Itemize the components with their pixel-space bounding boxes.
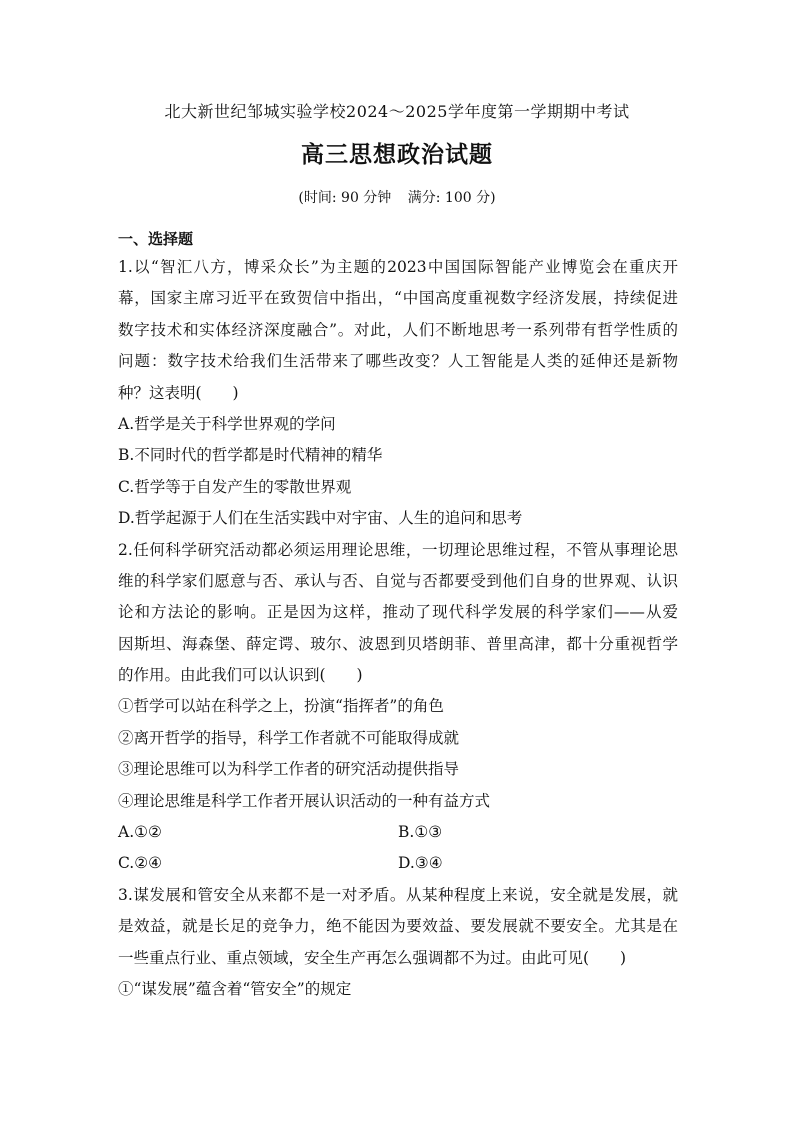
question-2-statement-3: ③理论思维可以为科学工作者的研究活动提供指导 bbox=[118, 760, 460, 779]
question-1-line: 种？这表明( ) bbox=[118, 383, 239, 402]
question-2-options-row-2 bbox=[118, 848, 678, 879]
question-2-line: 2.任何科学研究活动都必须运用理论思维，一切理论思维过程，不管从事理论思 bbox=[118, 540, 678, 559]
question-1-option-c: C.哲学等于自发产生的零散世界观 bbox=[118, 477, 352, 496]
question-2-option-b: B.①③ bbox=[398, 823, 443, 842]
school-exam-header: 北大新世纪邹城实验学校2024～2025学年度第一学期期中考试 bbox=[164, 102, 630, 121]
question-1-line: 数字技术和实体经济深度融合”。对此，人们不断地思考一系列带有哲学性质的 bbox=[118, 320, 678, 339]
exam-title: 高三思想政治试题 bbox=[301, 141, 493, 168]
exam-time: (时间: 90 分钟 bbox=[298, 190, 392, 206]
question-3-line: 一些重点行业、重点领域，安全生产再怎么强调都不为过。由此可见( ) bbox=[118, 948, 627, 967]
exam-score: 满分: 100 分) bbox=[407, 190, 496, 206]
section-heading: 一、选择题 bbox=[118, 230, 194, 248]
question-2-line: 因斯坦、海森堡、薛定谔、玻尔、波恩到贝塔朗菲、普里高津，都十分重视哲学 bbox=[118, 634, 678, 653]
question-2-option-c: C.②④ bbox=[118, 854, 163, 873]
question-1-option-b: B.不同时代的哲学都是时代精神的精华 bbox=[118, 446, 383, 465]
question-2-statement-1: ①哲学可以站在科学之上，扮演“指挥者”的角色 bbox=[118, 697, 444, 716]
question-1-line: 幕，国家主席习近平在致贺信中指出，“中国高度重视数字经济发展，持续促进 bbox=[118, 289, 678, 308]
question-2-line: 的作用。由此我们可以认识到( ) bbox=[118, 666, 363, 685]
question-2-statement-2: ②离开哲学的指导，科学工作者就不可能取得成就 bbox=[118, 728, 460, 747]
question-1-option-a: A.哲学是关于科学世界观的学问 bbox=[118, 414, 336, 433]
question-3-statement-1: ①“谋发展”蕴含着“管安全”的规定 bbox=[118, 979, 352, 998]
question-2-statement-4: ④理论思维是科学工作者开展认识活动的一种有益方式 bbox=[118, 791, 491, 810]
question-2-line: 维的科学家们愿意与否、承认与否、自觉与否都要受到他们自身的世界观、认识 bbox=[118, 571, 678, 590]
question-2-line: 论和方法论的影响。正是因为这样，推动了现代科学发展的科学家们——从爱 bbox=[118, 603, 678, 622]
question-content bbox=[118, 252, 678, 1005]
question-1-option-d: D.哲学起源于人们在生活实践中对宇宙、人生的追问和思考 bbox=[118, 509, 523, 528]
question-2-options-row-1 bbox=[118, 817, 678, 848]
exam-meta bbox=[0, 187, 794, 207]
question-3-line: 3.谋发展和管安全从来都不是一对矛盾。从某种程度上来说，安全就是发展，就 bbox=[118, 885, 678, 904]
question-1-line: 问题：数字技术给我们生活带来了哪些改变？人工智能是人类的延伸还是新物 bbox=[118, 352, 678, 371]
question-3-line: 是效益，就是长足的竞争力，绝不能因为要效益、要发展就不要安全。尤其是在 bbox=[118, 917, 678, 936]
question-2-option-d: D.③④ bbox=[398, 854, 443, 873]
question-1-line: 1.以“智汇八方，博采众长”为主题的2023中国国际智能产业博览会在重庆开 bbox=[118, 258, 678, 276]
question-2-option-a: A.①② bbox=[118, 823, 162, 842]
